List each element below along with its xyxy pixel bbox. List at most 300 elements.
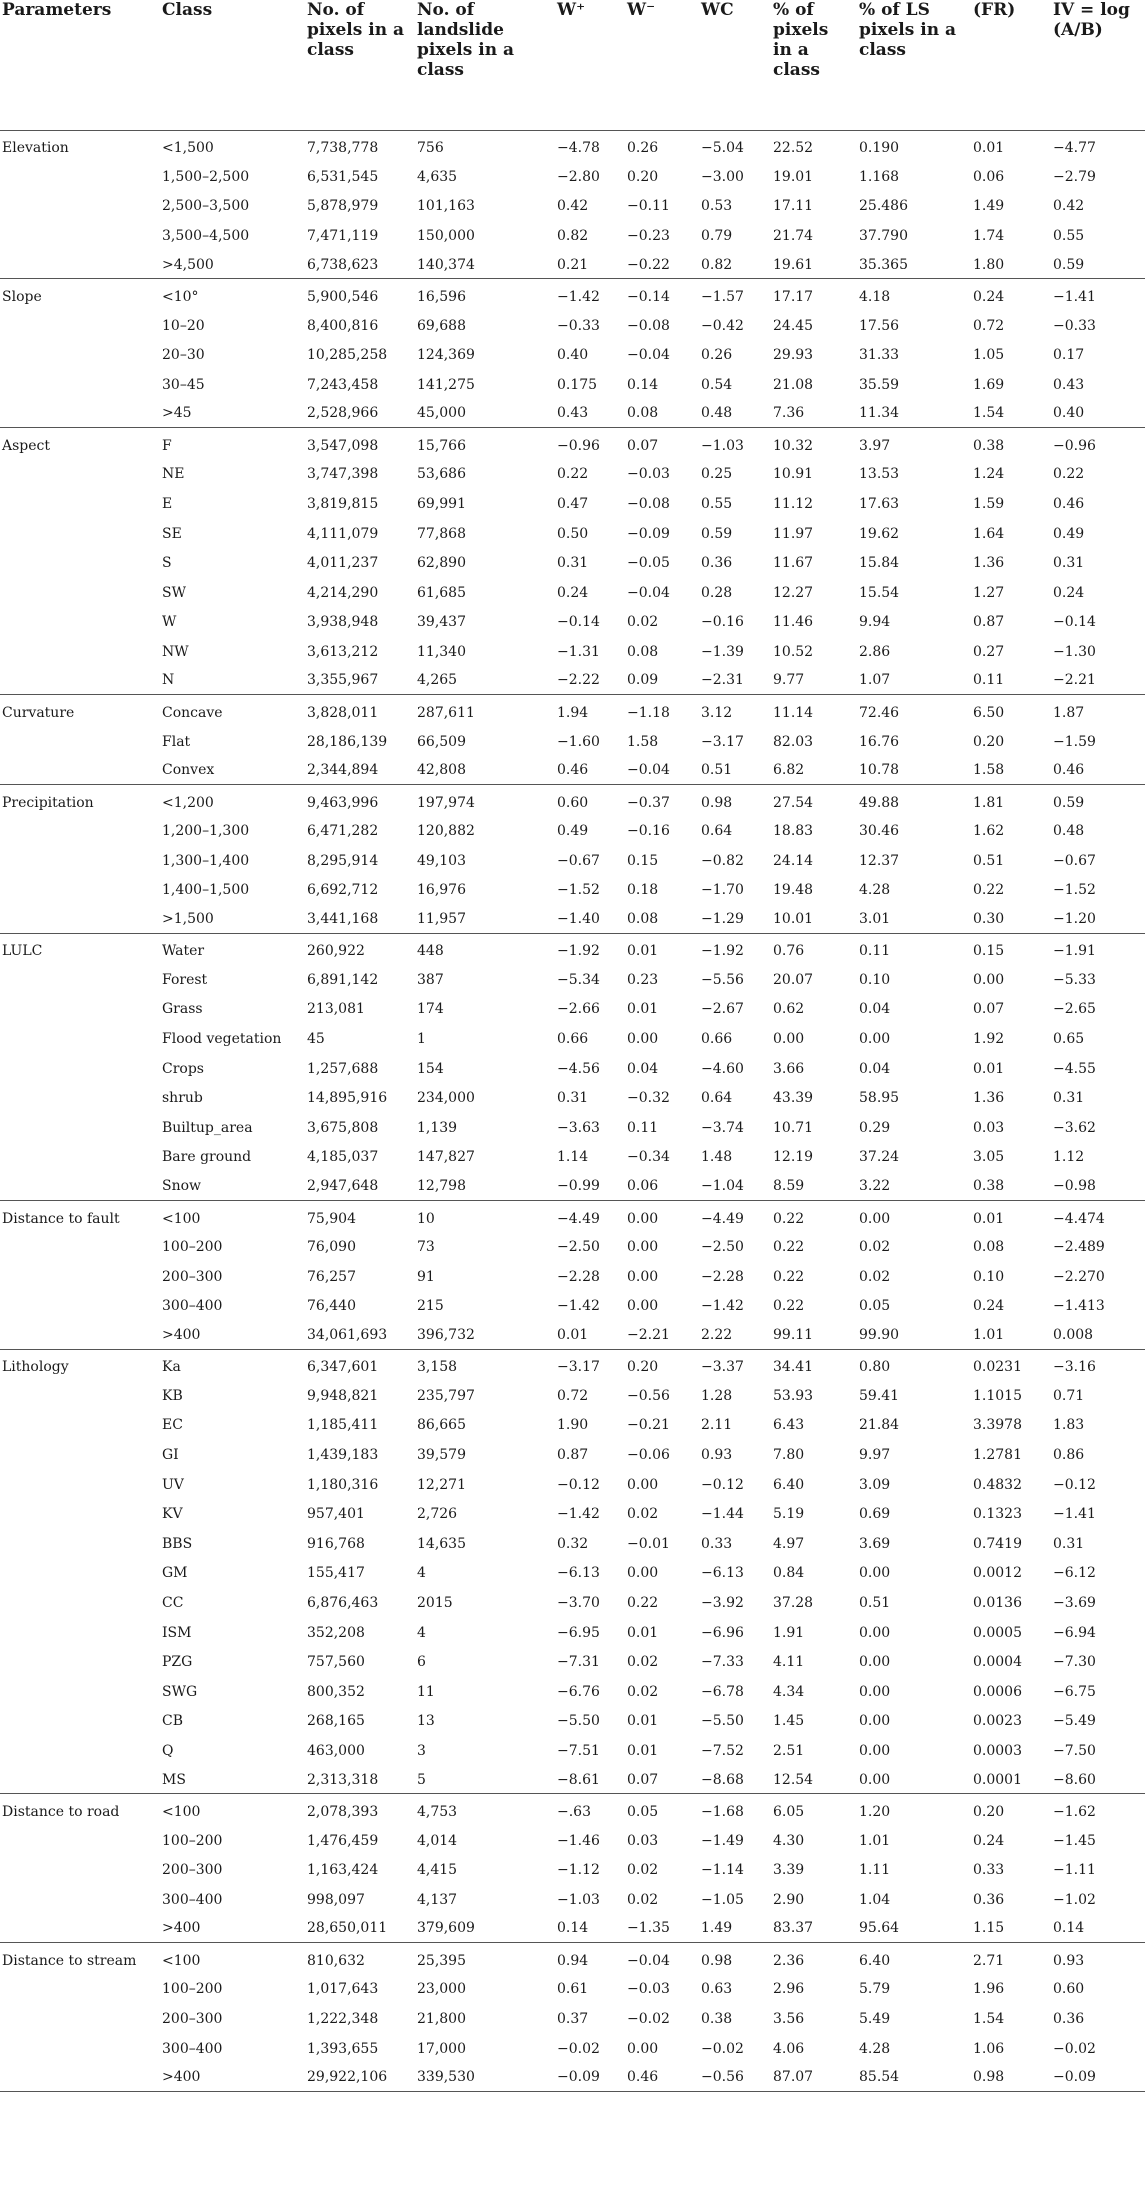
cell-class: Water <box>160 933 305 965</box>
cell-percent-ls-pixels: 3.97 <box>857 428 971 460</box>
cell-w-minus: −0.04 <box>627 762 670 779</box>
cell-landslide-pixels: 69,991 <box>417 495 466 512</box>
cell-w-minus: −0.04 <box>625 1943 699 1975</box>
table-row <box>0 460 1145 490</box>
table-row <box>0 578 1145 608</box>
cell-w-minus: −0.22 <box>627 256 670 273</box>
cell-percent-ls-pixels: 0.00 <box>859 1683 891 1700</box>
cell-fr: 0.33 <box>973 1862 1005 1879</box>
cell-landslide-pixels: 234,000 <box>417 1090 475 1107</box>
cell-w-plus: 0.47 <box>557 495 589 512</box>
cell-landslide-pixels: 4,265 <box>417 672 458 689</box>
cell-w-plus: 0.72 <box>557 1387 589 1404</box>
cell-iv: −1.41 <box>1053 1506 1096 1523</box>
cell-wc: −1.14 <box>701 1862 744 1879</box>
cell-pixels-in-class: 76,257 <box>307 1268 356 1285</box>
table-row <box>0 846 1145 876</box>
cell-pixels-in-class: 1,017,643 <box>307 1981 379 1998</box>
cell-iv: 0.31 <box>1053 555 1085 572</box>
cell-fr: 1.96 <box>973 1981 1005 1998</box>
cell-pixels-in-class: 957,401 <box>307 1506 365 1523</box>
cell-w-minus: −0.02 <box>627 2010 670 2027</box>
cell-class: SW <box>162 584 186 601</box>
cell-pixels-in-class: 2,947,648 <box>307 1178 379 1194</box>
header-pixels-in-class: No. of pixels in a class <box>305 0 415 130</box>
cell-class: BBS <box>162 1535 193 1552</box>
cell-percent-pixels: 0.22 <box>773 1268 805 1285</box>
cell-iv: 1.87 <box>1051 695 1145 727</box>
cell-class: <100 <box>160 1200 305 1232</box>
cell-iv: 0.14 <box>1053 1920 1085 1937</box>
cell-percent-ls-pixels: 0.02 <box>859 1239 891 1256</box>
cell-w-minus: −2.21 <box>627 1326 670 1343</box>
cell-percent-pixels: 4.97 <box>773 1535 805 1552</box>
parameter-cell-empty <box>0 1440 160 1470</box>
cell-iv: 0.86 <box>1053 1447 1085 1464</box>
cell-percent-ls-pixels: 3.09 <box>859 1476 891 1493</box>
table-row <box>0 1054 1145 1084</box>
cell-percent-ls-pixels: 0.05 <box>859 1298 891 1315</box>
cell-landslide-pixels: 6 <box>417 1654 426 1671</box>
cell-w-plus: 0.60 <box>555 784 625 816</box>
parameter-cell-empty <box>0 1470 160 1500</box>
cell-percent-ls-pixels: 5.49 <box>859 2010 891 2027</box>
cell-pixels-in-class: 28,650,011 <box>307 1920 388 1937</box>
cell-fr: 0.7419 <box>973 1535 1022 1552</box>
cell-pixels-in-class: 6,531,545 <box>307 168 379 185</box>
cell-w-minus: −0.05 <box>627 555 670 572</box>
cell-class: NW <box>162 643 189 660</box>
cell-w-minus: 0.03 <box>627 1832 659 1849</box>
cell-w-plus: 0.14 <box>557 1920 589 1937</box>
cell-percent-pixels: 12.19 <box>773 1149 814 1166</box>
cell-wc: −2.50 <box>701 1239 744 1256</box>
cell-class: >400 <box>162 1920 201 1937</box>
cell-w-plus: 0.49 <box>557 823 589 840</box>
table-row <box>0 428 1145 460</box>
cell-class: Flat <box>162 733 191 750</box>
cell-pixels-in-class: 9,463,996 <box>305 784 415 816</box>
cell-fr: 0.11 <box>973 672 1005 689</box>
cell-class: 300–400 <box>162 1891 223 1908</box>
parameter-name: Distance to stream <box>0 1943 160 1975</box>
cell-percent-ls-pixels: 11.34 <box>859 405 900 422</box>
cell-percent-pixels: 19.01 <box>773 168 814 185</box>
cell-pixels-in-class: 6,347,601 <box>305 1349 415 1381</box>
header-w-minus: W⁻ <box>625 0 699 130</box>
cell-w-plus: −3.70 <box>557 1594 600 1611</box>
cell-iv: 0.43 <box>1053 376 1085 393</box>
table-row <box>0 1707 1145 1737</box>
cell-landslide-pixels: 15,766 <box>415 428 555 460</box>
table-row <box>0 1440 1145 1470</box>
cell-pixels-in-class: 3,828,011 <box>305 695 415 727</box>
cell-class: E <box>162 495 173 512</box>
cell-w-plus: 0.22 <box>557 466 589 483</box>
cell-w-minus: 0.26 <box>625 130 699 162</box>
cell-wc: 0.48 <box>701 405 733 422</box>
cell-wc: 2.11 <box>701 1417 733 1434</box>
parameter-cell-empty <box>0 1113 160 1143</box>
cell-percent-pixels: 24.45 <box>773 317 814 334</box>
cell-w-minus: 0.08 <box>627 405 659 422</box>
cell-wc: −0.82 <box>701 852 744 869</box>
cell-iv: 0.59 <box>1053 256 1085 273</box>
table-row <box>0 192 1145 222</box>
cell-wc: 1.28 <box>701 1387 733 1404</box>
cell-percent-pixels: 11.97 <box>773 525 814 542</box>
cell-percent-pixels: 19.61 <box>773 256 814 273</box>
table-row <box>0 1647 1145 1677</box>
cell-pixels-in-class: 3,938,948 <box>307 614 379 631</box>
cell-percent-ls-pixels: 0.00 <box>857 1200 971 1232</box>
cell-percent-ls-pixels: 0.69 <box>859 1506 891 1523</box>
cell-class: PZG <box>162 1654 193 1671</box>
cell-class: CB <box>162 1713 183 1730</box>
parameter-cell-empty <box>0 1321 160 1349</box>
cell-landslide-pixels: 53,686 <box>417 466 466 483</box>
cell-class: <1,200 <box>160 784 305 816</box>
cell-percent-pixels: 2.51 <box>773 1742 805 1759</box>
cell-iv: −0.96 <box>1051 428 1145 460</box>
cell-percent-ls-pixels: 0.80 <box>857 1349 971 1381</box>
cell-wc: −2.67 <box>701 1001 744 1018</box>
cell-w-plus: 0.50 <box>557 525 589 542</box>
cell-percent-pixels: 8.59 <box>773 1178 805 1194</box>
cell-pixels-in-class: 75,904 <box>305 1200 415 1232</box>
parameter-cell-empty <box>0 1143 160 1173</box>
cell-pixels-in-class: 76,440 <box>307 1298 356 1315</box>
cell-class: GM <box>162 1565 188 1582</box>
parameter-cell-empty <box>0 1618 160 1648</box>
cell-percent-ls-pixels: 0.10 <box>859 971 891 988</box>
cell-fr: 3.3978 <box>973 1417 1022 1434</box>
cell-pixels-in-class: 4,185,037 <box>307 1149 379 1166</box>
cell-w-plus: −6.13 <box>557 1565 600 1582</box>
cell-wc: 0.66 <box>701 1031 733 1048</box>
cell-percent-pixels: 12.54 <box>773 1771 814 1788</box>
cell-w-minus: 0.02 <box>627 1891 659 1908</box>
parameter-cell-empty <box>0 460 160 490</box>
parameter-cell-empty <box>0 1736 160 1766</box>
cell-percent-pixels: 17.17 <box>771 279 857 311</box>
cell-class: 200–300 <box>162 2010 223 2027</box>
cell-pixels-in-class: 3,441,168 <box>307 910 379 927</box>
cell-class: KV <box>162 1506 183 1523</box>
cell-fr: 0.0005 <box>973 1624 1022 1641</box>
cell-percent-ls-pixels: 19.62 <box>859 525 900 542</box>
cell-w-plus: −1.42 <box>557 1506 600 1523</box>
cell-class: 1,500–2,500 <box>162 168 250 185</box>
cell-percent-ls-pixels: 31.33 <box>859 347 900 364</box>
cell-wc: −1.57 <box>699 279 771 311</box>
cell-w-plus: −0.02 <box>557 2040 600 2057</box>
cell-w-plus: 1.94 <box>555 695 625 727</box>
cell-iv: −1.30 <box>1053 643 1096 660</box>
parameter-cell-empty <box>0 1915 160 1943</box>
cell-percent-ls-pixels: 9.97 <box>859 1447 891 1464</box>
cell-landslide-pixels: 12,271 <box>417 1476 466 1493</box>
cell-w-plus: 0.61 <box>557 1981 589 1998</box>
cell-fr: 1.24 <box>973 466 1005 483</box>
cell-percent-pixels: 11.46 <box>773 614 814 631</box>
cell-iv: 0.49 <box>1053 525 1085 542</box>
cell-w-plus: 0.66 <box>557 1031 589 1048</box>
parameter-cell-empty <box>0 846 160 876</box>
cell-percent-pixels: 83.37 <box>773 1920 814 1937</box>
cell-w-minus: −0.03 <box>627 466 670 483</box>
cell-pixels-in-class: 7,471,119 <box>307 227 379 244</box>
cell-w-plus: −1.31 <box>557 643 600 660</box>
cell-percent-pixels: 21.74 <box>773 227 814 244</box>
cell-percent-pixels: 24.14 <box>773 852 814 869</box>
cell-class: 10–20 <box>162 317 205 334</box>
parameter-cell-empty <box>0 162 160 192</box>
cell-percent-pixels: 5.19 <box>773 1506 805 1523</box>
cell-wc: −0.42 <box>701 317 744 334</box>
cell-pixels-in-class: 1,439,183 <box>307 1447 379 1464</box>
cell-w-minus: −0.08 <box>627 495 670 512</box>
cell-w-minus: 0.06 <box>627 1178 659 1194</box>
cell-percent-pixels: 3.66 <box>773 1060 805 1077</box>
cell-class: SE <box>162 525 182 542</box>
cell-percent-pixels: 12.27 <box>773 584 814 601</box>
cell-iv: −6.94 <box>1053 1624 1096 1641</box>
cell-percent-ls-pixels: 0.29 <box>859 1119 891 1136</box>
cell-percent-ls-pixels: 1.20 <box>857 1794 971 1826</box>
cell-iv: −0.02 <box>1053 2040 1096 2057</box>
cell-class: 100–200 <box>162 1239 223 1256</box>
parameter-cell-empty <box>0 400 160 428</box>
cell-iv: −5.49 <box>1053 1713 1096 1730</box>
cell-w-plus: 0.82 <box>557 227 589 244</box>
cell-pixels-in-class: 1,180,316 <box>307 1476 379 1493</box>
cell-pixels-in-class: 45 <box>307 1031 325 1048</box>
cell-w-minus: −0.56 <box>627 1387 670 1404</box>
table-row <box>0 1766 1145 1794</box>
cell-class: 1,200–1,300 <box>162 823 250 840</box>
cell-class: F <box>160 428 305 460</box>
table-row <box>0 2004 1145 2034</box>
cell-percent-ls-pixels: 10.78 <box>859 762 900 779</box>
cell-fr: 0.07 <box>973 1001 1005 1018</box>
cell-fr: 0.38 <box>973 1178 1005 1194</box>
parameter-cell-empty <box>0 1024 160 1054</box>
cell-percent-pixels: 99.11 <box>773 1326 814 1343</box>
cell-fr: 0.0003 <box>973 1742 1022 1759</box>
cell-iv: −1.59 <box>1053 733 1096 750</box>
cell-landslide-pixels: 69,688 <box>417 317 466 334</box>
cell-w-plus: 0.94 <box>555 1943 625 1975</box>
parameter-name: Distance to road <box>0 1794 160 1826</box>
cell-percent-pixels: 10.32 <box>771 428 857 460</box>
header-w-plus: W⁺ <box>555 0 625 130</box>
cell-wc: −1.42 <box>701 1298 744 1315</box>
cell-percent-pixels: 19.48 <box>773 882 814 899</box>
cell-w-plus: 0.46 <box>557 762 589 779</box>
cell-class: 20–30 <box>162 347 205 364</box>
table-row <box>0 1975 1145 2005</box>
cell-class: W <box>162 614 177 631</box>
cell-percent-pixels: 3.56 <box>773 2010 805 2027</box>
cell-class: NE <box>162 466 185 483</box>
cell-percent-ls-pixels: 0.11 <box>857 933 971 965</box>
cell-wc: 0.33 <box>701 1535 733 1552</box>
cell-iv: −0.98 <box>1053 1178 1096 1194</box>
cell-iv: 0.17 <box>1053 347 1085 364</box>
cell-landslide-pixels: 140,374 <box>417 256 475 273</box>
cell-fr: 0.22 <box>973 882 1005 899</box>
table-row <box>0 756 1145 784</box>
parameter-cell-empty <box>0 1291 160 1321</box>
cell-class: 200–300 <box>162 1268 223 1285</box>
cell-landslide-pixels: 387 <box>417 971 444 988</box>
cell-pixels-in-class: 3,747,398 <box>307 466 379 483</box>
cell-percent-ls-pixels: 15.54 <box>859 584 900 601</box>
cell-percent-ls-pixels: 4.28 <box>859 2040 891 2057</box>
cell-w-plus: −0.96 <box>555 428 625 460</box>
cell-landslide-pixels: 4,014 <box>417 1832 458 1849</box>
cell-landslide-pixels: 3,158 <box>415 1349 555 1381</box>
parameter-cell-empty <box>0 1499 160 1529</box>
cell-class: 100–200 <box>162 1981 223 1998</box>
cell-pixels-in-class: 4,214,290 <box>307 584 379 601</box>
cell-fr: 1.1015 <box>973 1387 1022 1404</box>
cell-pixels-in-class: 28,186,139 <box>307 733 388 750</box>
table-row <box>0 1083 1145 1113</box>
table-row <box>0 1143 1145 1173</box>
cell-landslide-pixels: 16,596 <box>415 279 555 311</box>
cell-w-minus: −0.14 <box>625 279 699 311</box>
cell-landslide-pixels: 379,609 <box>417 1920 475 1937</box>
cell-fr: 1.69 <box>973 376 1005 393</box>
cell-percent-pixels: 37.28 <box>773 1594 814 1611</box>
cell-percent-pixels: 10.91 <box>773 466 814 483</box>
cell-w-plus: 1.14 <box>557 1149 589 1166</box>
cell-w-minus: −0.21 <box>627 1417 670 1434</box>
table-row <box>0 1262 1145 1292</box>
cell-class: >4,500 <box>162 256 214 273</box>
parameter-cell-empty <box>0 1826 160 1856</box>
cell-w-plus: 0.87 <box>557 1447 589 1464</box>
cell-wc: −1.05 <box>701 1891 744 1908</box>
cell-percent-pixels: 53.93 <box>773 1387 814 1404</box>
cell-pixels-in-class: 463,000 <box>307 1742 365 1759</box>
header-row <box>0 0 1145 130</box>
cell-w-plus: −1.03 <box>557 1891 600 1908</box>
cell-landslide-pixels: 11 <box>417 1683 435 1700</box>
cell-w-plus: 0.21 <box>557 256 589 273</box>
cell-landslide-pixels: 4,415 <box>417 1862 458 1879</box>
cell-w-plus: −8.61 <box>557 1771 600 1788</box>
cell-iv: −7.30 <box>1053 1654 1096 1671</box>
cell-w-minus: −0.03 <box>627 1981 670 1998</box>
cell-pixels-in-class: 2,528,966 <box>307 405 379 422</box>
cell-percent-ls-pixels: 35.59 <box>859 376 900 393</box>
cell-percent-pixels: 6.82 <box>773 762 805 779</box>
cell-class: EC <box>162 1417 183 1434</box>
cell-class: ISM <box>162 1624 192 1641</box>
cell-w-plus: −1.12 <box>557 1862 600 1879</box>
cell-w-plus: −1.92 <box>555 933 625 965</box>
cell-fr: 1.36 <box>973 555 1005 572</box>
cell-w-minus: −1.18 <box>625 695 699 727</box>
cell-landslide-pixels: 5 <box>417 1771 426 1788</box>
cell-fr: 1.54 <box>973 2010 1005 2027</box>
cell-fr: 0.72 <box>973 317 1005 334</box>
parameter-cell-empty <box>0 1172 160 1200</box>
parameter-cell-empty <box>0 221 160 251</box>
cell-percent-ls-pixels: 0.00 <box>859 1654 891 1671</box>
cell-class: 300–400 <box>162 1298 223 1315</box>
cell-pixels-in-class: 29,922,106 <box>307 2069 388 2086</box>
cell-iv: −0.33 <box>1053 317 1096 334</box>
cell-fr: 0.27 <box>973 643 1005 660</box>
parameter-cell-empty <box>0 548 160 578</box>
parameter-cell-empty <box>0 251 160 279</box>
header-iv: IV = log (A/B) <box>1051 0 1145 130</box>
cell-iv: −2.65 <box>1053 1001 1096 1018</box>
cell-fr: 1.01 <box>973 1326 1005 1343</box>
cell-wc: −1.44 <box>701 1506 744 1523</box>
cell-percent-ls-pixels: 1.168 <box>859 168 900 185</box>
cell-w-minus: 0.02 <box>627 1506 659 1523</box>
cell-wc: 0.93 <box>701 1447 733 1464</box>
cell-class: <1,500 <box>160 130 305 162</box>
cell-w-minus: 0.00 <box>627 1565 659 1582</box>
cell-percent-ls-pixels: 17.56 <box>859 317 900 334</box>
cell-percent-ls-pixels: 13.53 <box>859 466 900 483</box>
table-row <box>0 905 1145 933</box>
table-row <box>0 784 1145 816</box>
cell-iv: −1.41 <box>1051 279 1145 311</box>
table-row <box>0 221 1145 251</box>
cell-percent-ls-pixels: 1.04 <box>859 1891 891 1908</box>
cell-wc: 0.63 <box>701 1981 733 1998</box>
table-row <box>0 130 1145 162</box>
cell-percent-ls-pixels: 16.76 <box>859 733 900 750</box>
parameter-cell-empty <box>0 756 160 784</box>
cell-pixels-in-class: 1,185,411 <box>307 1417 379 1434</box>
cell-percent-pixels: 4.30 <box>773 1832 805 1849</box>
cell-percent-pixels: 82.03 <box>773 733 814 750</box>
cell-landslide-pixels: 66,509 <box>417 733 466 750</box>
cell-percent-ls-pixels: 0.02 <box>859 1268 891 1285</box>
cell-pixels-in-class: 2,313,318 <box>307 1771 379 1788</box>
table-row <box>0 1943 1145 1975</box>
cell-fr: 1.49 <box>973 198 1005 215</box>
cell-fr: 1.36 <box>973 1090 1005 1107</box>
cell-w-minus: 0.01 <box>627 1001 659 1018</box>
cell-w-plus: −1.42 <box>555 279 625 311</box>
cell-wc: −1.92 <box>699 933 771 965</box>
cell-pixels-in-class: 800,352 <box>307 1683 365 1700</box>
cell-wc: 1.48 <box>701 1149 733 1166</box>
cell-w-minus: 0.04 <box>627 1060 659 1077</box>
cell-fr: 0.0023 <box>973 1713 1022 1730</box>
table-row <box>0 1381 1145 1411</box>
cell-pixels-in-class: 1,476,459 <box>307 1832 379 1849</box>
cell-pixels-in-class: 1,393,655 <box>307 2040 379 2057</box>
cell-pixels-in-class: 7,738,778 <box>305 130 415 162</box>
cell-wc: 0.64 <box>701 1090 733 1107</box>
cell-w-minus: −0.16 <box>627 823 670 840</box>
cell-w-plus: −1.46 <box>557 1832 600 1849</box>
cell-w-minus: 0.05 <box>625 1794 699 1826</box>
cell-w-plus: −4.78 <box>555 130 625 162</box>
cell-percent-pixels: 17.11 <box>773 198 814 215</box>
table-row <box>0 1529 1145 1559</box>
